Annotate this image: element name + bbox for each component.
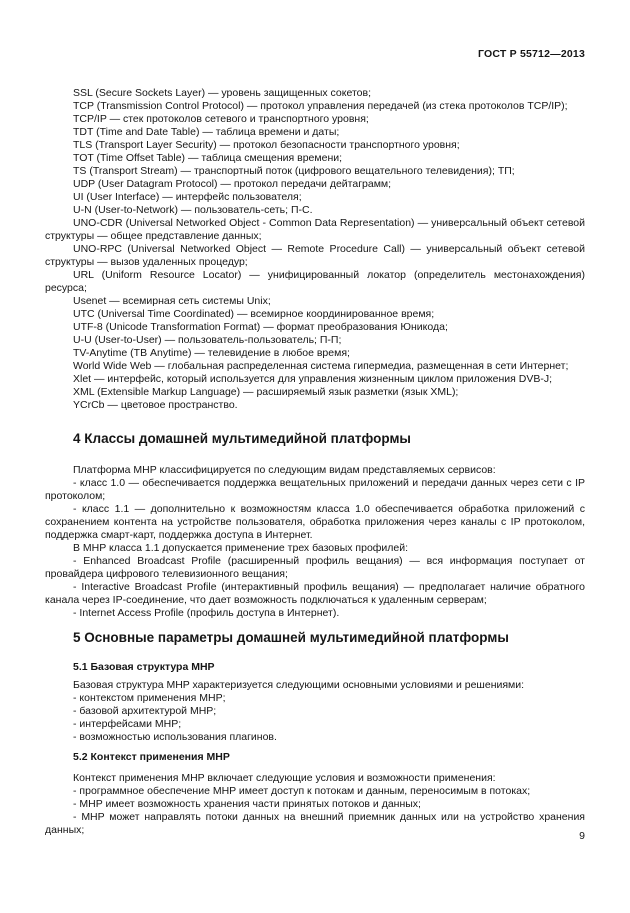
abbreviation-item: TCP/IP — стек протоколов сетевого и транспортного уровня; (73, 113, 369, 125)
abbreviation-item: U-N (User-to-Network) — пользователь-сеть; П-С. (73, 204, 313, 216)
clause-5-2-paragraph: - MHP имеет возможность хранения части принятых потоков и данных; (73, 798, 421, 810)
abbreviation-item: YCrCb — цветовое пространство. (73, 399, 238, 411)
abbreviation-item: UTC (Universal Time Coordinated) — всемирное координированное время; (73, 308, 435, 320)
clause-5-1-paragraph: - возможностью использования плагинов. (73, 731, 277, 743)
clause-5-1-paragraph: - базовой архитектурой MHP; (73, 705, 217, 717)
abbreviation-item: TCP (Transmission Control Protocol) — протокол управления передачей (из стека протоколов TCP/IP); (73, 100, 568, 112)
clause-5-2-body (45, 772, 585, 837)
section-4-paragraph: В MHP класса 1.1 допускается применение трех базовых профилей: (73, 542, 409, 554)
abbreviation-item: U-U (User-to-User) — пользователь-пользователь; П-П; (73, 334, 342, 346)
clause-5-1-heading: 5.1 Базовая структура MHP (73, 661, 215, 673)
standard-number-header: ГОСТ Р 55712—2013 (477, 48, 585, 60)
clause-5-1-body (45, 679, 585, 744)
abbreviation-item: Xlet — интерфейс, который используется для управления жизненным циклом приложения DVB-J; (73, 373, 552, 385)
clause-5-1-paragraph: - интерфейсами MHP; (73, 718, 182, 730)
clause-5-1-paragraph: Базовая структура MHP характеризуется следующими основными условиями и решениями: (73, 679, 525, 691)
clause-5-2-paragraph: - программное обеспечение MHP имеет доступ к потокам и данным, переносимым в потоках; (73, 785, 531, 797)
abbreviation-item: UI (User Interface) — интерфейс пользователя; (73, 191, 302, 203)
section-4-paragraph: - класс 1.0 — обеспечивается поддержка вещательных приложений и передачи данных через сети с IP протоколом; (45, 477, 585, 502)
section-4-paragraph: - класс 1.1 — дополнительно к возможностям класса 1.0 обеспечивается обработка приложений с сохранением контента на устройстве пользователя, обработка приложения через каналы с IP протоколом, поддержка смарт-карт, поддержка доступа в Интернет. (45, 503, 585, 541)
section-4-heading: 4 Классы домашней мультимедийной платформы (73, 431, 411, 446)
abbreviation-item: TS (Transport Stream) — транспортный поток (цифрового вещательного телевидения); ТП; (73, 165, 515, 177)
clause-5-2-paragraph: Контекст применения MHP включает следующие условия и возможности применения: (73, 772, 496, 784)
abbreviation-item: TOT (Time Offset Table) — таблица смещения времени; (73, 152, 343, 164)
abbreviation-item: TLS (Transport Layer Security) — протокол безопасности транспортного уровня; (73, 139, 460, 151)
clause-5-1-paragraph: - контекстом применения MHP; (73, 692, 226, 704)
section-4-paragraph: Платформа MHP классифицируется по следующим видам представляемых сервисов: (73, 464, 496, 476)
abbreviation-item: TV-Anytime (ТВ Anytime) — телевидение в любое время; (73, 347, 350, 359)
abbreviation-item: World Wide Web — глобальная распределенная система гипермедиа, размещенная в сети Интернет; (73, 360, 569, 372)
section-4-paragraph: - Internet Access Profile (профиль доступа в Интернет). (73, 607, 340, 619)
abbreviation-item: UNO-CDR (Universal Networked Object - Common Data Representation) — универсальный объект сетевой структуры — общее представление данных; (45, 217, 585, 242)
abbreviation-item: Usenet — всемирная сеть системы Unix; (73, 295, 271, 307)
abbreviations-list (45, 87, 585, 412)
abbreviation-item: UNO-RPC (Universal Networked Object — Remote Procedure Call) — универсальный объект сетевой структуры — вызов удаленных процедур; (45, 243, 585, 268)
section-4-paragraph: - Enhanced Broadcast Profile (расширенный профиль вещания) — вся информация поступает от провайдера цифрового телевизионного вещания; (45, 555, 585, 580)
section-4-body (45, 464, 585, 620)
abbreviation-item: UDP (User Datagram Protocol) — протокол передачи дейтаграмм; (73, 178, 392, 190)
section-4-paragraph: - Interactive Broadcast Profile (интерактивный профиль вещания) — предполагает наличие обратного канала через IP-соединение, что дает возможность подключаться к удаленным серверам; (45, 581, 585, 606)
page-number: 9 (579, 830, 585, 842)
clause-5-2-heading: 5.2 Контекст применения MHP (73, 751, 230, 763)
page-content (45, 87, 585, 837)
clause-5-2-paragraph: - MHP может направлять потоки данных на внешний приемник данных или на устройство хранения данных; (45, 811, 585, 836)
abbreviation-item: URL (Uniform Resource Locator) — унифицированный локатор (определитель местонахождения) ресурса; (45, 269, 585, 294)
section-5-heading: 5 Основные параметры домашней мультимедийной платформы (73, 630, 509, 645)
abbreviation-item: UTF-8 (Unicode Transformation Format) — формат преобразования Юникода; (73, 321, 448, 333)
abbreviation-item: TDT (Time and Date Table) — таблица времени и даты; (73, 126, 340, 138)
abbreviation-item: SSL (Secure Sockets Layer) — уровень защищенных сокетов; (73, 87, 371, 99)
abbreviation-item: XML (Extensible Markup Language) — расширяемый язык разметки (язык XML); (73, 386, 459, 398)
